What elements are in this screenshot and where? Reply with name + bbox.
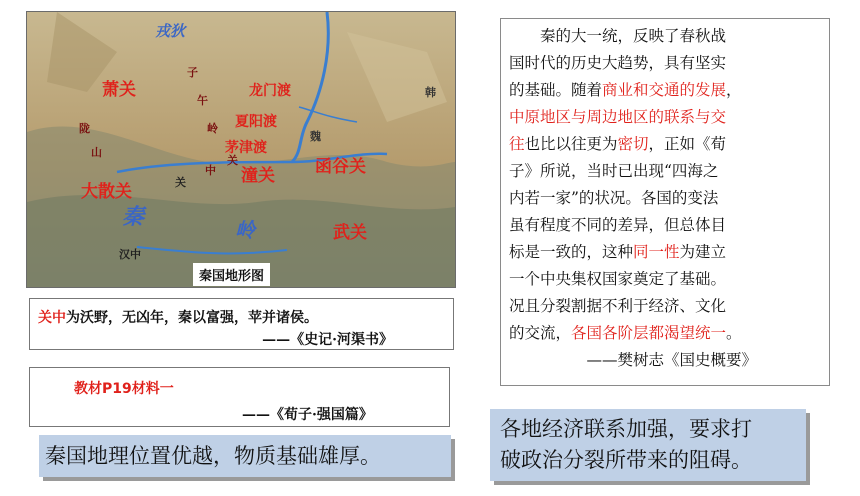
passage-highlight: 密切 bbox=[617, 135, 649, 153]
conclusion-left: 秦国地理位置优越，物质基础雄厚。 bbox=[39, 435, 451, 477]
passage-text: 的基础。随着 bbox=[509, 81, 603, 99]
passage-text: 况且分裂割据不利于经济、文化 bbox=[509, 297, 727, 315]
passage-text: 虽有程度不同的差异，但总体目 bbox=[509, 216, 727, 234]
conclusion-right bbox=[490, 409, 806, 481]
passage-line bbox=[509, 212, 829, 239]
passage-text: 。 bbox=[726, 324, 742, 342]
map-label-zhong-small: 中 bbox=[205, 164, 216, 177]
map-label-ling-small: 岭 bbox=[207, 122, 218, 135]
passage-text: 标是一致的，这种 bbox=[509, 243, 634, 261]
conclusion-right-line-1: 各地经济联系加强，要求打 bbox=[500, 417, 752, 441]
passage-guoshi bbox=[500, 18, 830, 386]
passage-line bbox=[509, 131, 829, 158]
quote-shiji-source: ——《史记·河渠书》 bbox=[262, 332, 393, 348]
passage-text: 秦的大一统，反映了春秋战 bbox=[509, 27, 727, 45]
quote-shiji-body: 为沃野，无凶年，秦以富强，苹并诸侯。 bbox=[66, 310, 318, 326]
conclusion-right-line-2: 破政治分裂所带来的阻碍。 bbox=[500, 448, 752, 472]
passage-text: 子》所说，当时已出现“四海之 bbox=[509, 162, 719, 180]
map-label-wuguan: 武关 bbox=[333, 223, 367, 243]
map-label-hanzhong: 汉中 bbox=[119, 248, 141, 261]
map-label-han-state: 韩 bbox=[425, 86, 436, 99]
map-label-wei-state: 魏 bbox=[310, 130, 321, 143]
passage-line bbox=[509, 77, 829, 104]
passage-line bbox=[509, 320, 829, 347]
map-label-guanzhong-guan: 关 bbox=[175, 176, 186, 189]
passage-line bbox=[509, 293, 829, 320]
passage-line bbox=[509, 158, 829, 185]
passage-text: 的交流， bbox=[509, 324, 572, 342]
map-label-rongdi: 戎狄 bbox=[155, 22, 186, 40]
map-label-long: 陇 bbox=[79, 122, 90, 135]
quote-xunzi-text: 教材P19材料一 bbox=[74, 381, 174, 397]
map-label-maojindu: 茅津渡 bbox=[225, 140, 267, 156]
map-label-qin: 秦 bbox=[122, 205, 145, 230]
passage-line bbox=[509, 50, 829, 77]
map-label-guan-small: 关 bbox=[227, 154, 238, 167]
passage-text: ， bbox=[726, 81, 742, 99]
map-label-dasanguan: 大散关 bbox=[81, 182, 132, 202]
passage-text: 一个中央集权国家奠定了基础。 bbox=[509, 270, 727, 288]
passage-highlight: 中原地区与周边地区的联系与交 bbox=[509, 108, 727, 126]
passage-highlight: 同一性 bbox=[633, 243, 680, 261]
quote-xunzi-source: ——《荀子·强国篇》 bbox=[242, 407, 373, 423]
quote-shiji-text bbox=[38, 307, 318, 327]
quote-xunzi bbox=[29, 367, 450, 427]
passage-line bbox=[509, 239, 829, 266]
passage-line bbox=[509, 266, 829, 293]
passage-text: 国时代的历史大趋势，具有坚实 bbox=[509, 54, 727, 72]
map-label-hanguguan: 函谷关 bbox=[315, 157, 366, 177]
terrain-map bbox=[26, 11, 456, 288]
passage-text: ，正如《荀 bbox=[648, 135, 727, 153]
passage-text: 内若一家”的状况。各国的变法 bbox=[509, 189, 719, 207]
passage-text: 也比以往更为 bbox=[524, 135, 618, 153]
quote-shiji bbox=[29, 298, 454, 350]
map-label-zi: 子 bbox=[187, 66, 198, 79]
map-label-xiaoguan: 萧关 bbox=[102, 80, 136, 100]
passage-line bbox=[509, 104, 829, 131]
passage-line bbox=[509, 23, 829, 50]
passage-highlight: 往 bbox=[509, 135, 525, 153]
passage-line bbox=[509, 347, 829, 374]
map-label-ling: 岭 bbox=[235, 218, 255, 242]
map-label-wu: 午 bbox=[197, 94, 208, 107]
map-label-shan: 山 bbox=[91, 146, 102, 159]
map-label-tongguan: 潼关 bbox=[241, 166, 275, 186]
passage-text: ——樊树志《国史概要》 bbox=[509, 351, 758, 369]
passage-text: 为建立 bbox=[679, 243, 727, 261]
map-caption: 秦国地形图 bbox=[193, 263, 270, 286]
quote-shiji-highlight: 关中 bbox=[38, 310, 66, 326]
map-label-longmendu: 龙门渡 bbox=[249, 83, 291, 99]
map-label-xiayangdu: 夏阳渡 bbox=[235, 114, 277, 130]
passage-highlight: 商业和交通的发展 bbox=[602, 81, 727, 99]
passage-highlight: 各国各阶层都渴望统一 bbox=[571, 324, 727, 342]
passage-line bbox=[509, 185, 829, 212]
